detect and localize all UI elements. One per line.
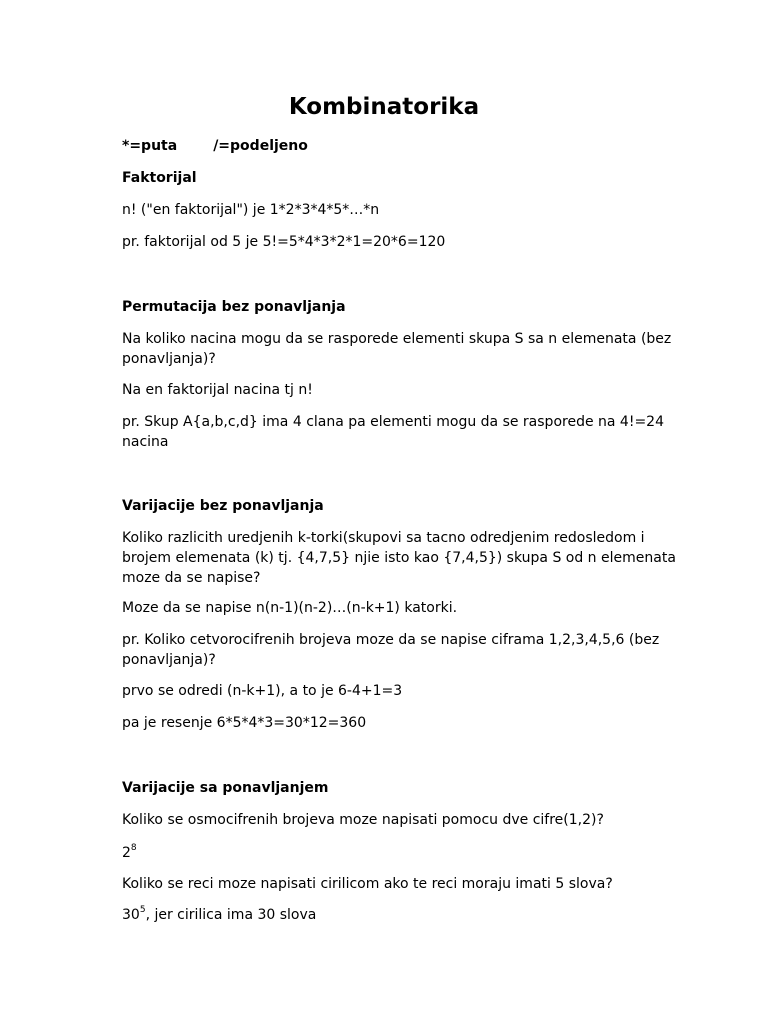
faktorijal-example: pr. faktorijal od 5 je 5!=5*4*3*2*1=20*6=120 <box>122 234 446 250</box>
heading-varijacije-bez: Varijacije bez ponavljanja <box>122 498 324 514</box>
varijacije-bez-step2: pa je resenje 6*5*4*3=30*12=360 <box>122 715 367 731</box>
varijacije-bez-step1: prvo se odredi (n-k+1), a to je 6-4+1=3 <box>122 683 403 699</box>
answer1-exponent: 8 <box>130 843 137 853</box>
permutacija-question: Na koliko nacina mogu da se rasporede elementi skupa S sa n elemenata (bez ponavljanja)? <box>122 331 672 367</box>
heading-varijacije-sa: Varijacije sa ponavljanjem <box>122 780 329 796</box>
answer2-rest: , jer cirilica ima 30 slova <box>145 907 317 923</box>
varijacije-sa-question2: Koliko se reci moze napisati cirilicom ako te reci moraju imati 5 slova? <box>122 876 613 892</box>
legend-divided: /=podeljeno <box>213 138 308 154</box>
varijacije-sa-answer2 <box>122 905 682 925</box>
varijacije-sa-answer1 <box>122 843 682 863</box>
answer2-base: 30 <box>122 907 140 923</box>
legend-times: *=puta <box>122 138 178 154</box>
varijacije-bez-question: Koliko razlicith uredjenih k-torki(skupovi sa tacno odredjenim redosledom i brojem elemenata (k) tj. {4,7,5} njie isto kao {7,4,5}) skupa S od n elemenata moze da se napise? <box>122 530 676 586</box>
answer1-base: 2 <box>122 845 131 861</box>
heading-faktorijal: Faktorijal <box>122 170 197 186</box>
answer2-exponent: 5 <box>139 905 146 915</box>
varijacije-sa-question1: Koliko se osmocifrenih brojeva moze napisati pomocu dve cifre(1,2)? <box>122 812 604 828</box>
symbol-legend <box>122 136 682 156</box>
permutacija-answer: Na en faktorijal nacina tj n! <box>122 382 313 398</box>
faktorijal-definition: n! ("en faktorijal") je 1*2*3*4*5*…*n <box>122 202 380 218</box>
document-title: Kombinatorika <box>288 94 480 120</box>
varijacije-bez-answer: Moze da se napise n(n-1)(n-2)…(n-k+1) katorki. <box>122 600 458 616</box>
varijacije-bez-example: pr. Koliko cetvorocifrenih brojeva moze da se napise ciframa 1,2,3,4,5,6 (bez ponavljanja)? <box>122 632 660 668</box>
heading-permutacija: Permutacija bez ponavljanja <box>122 299 346 315</box>
permutacija-example: pr. Skup A{a,b,c,d} ima 4 clana pa elementi mogu da se rasporede na 4!=24 nacina <box>122 414 664 450</box>
